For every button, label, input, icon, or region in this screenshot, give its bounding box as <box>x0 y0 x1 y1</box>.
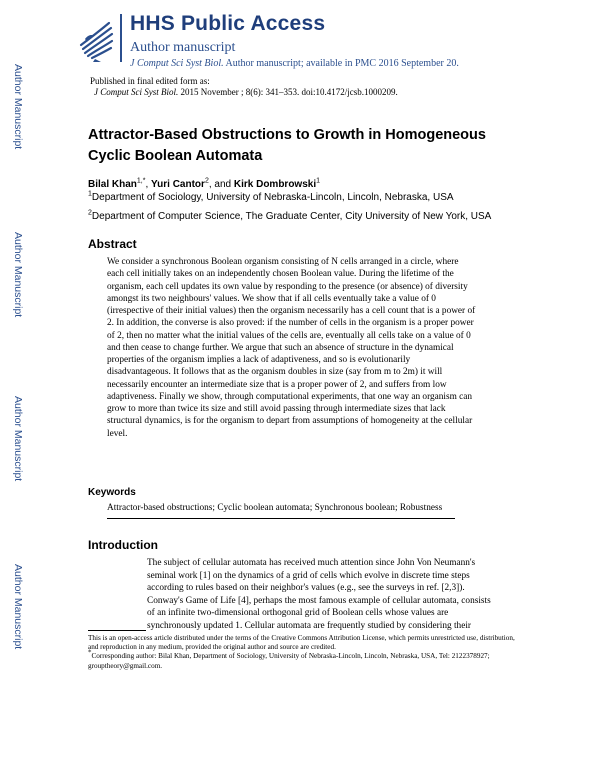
citation-journal: J Comput Sci Syst Biol. <box>94 87 179 97</box>
introduction-line: The subject of cellular automata has received much attention since John Von Neumann's <box>147 558 476 568</box>
sidebar-author-manuscript: Author Manuscript <box>12 232 24 318</box>
affiliation-sup: 2 <box>88 209 92 217</box>
introduction-heading: Introduction <box>88 538 158 552</box>
affiliation-text: Department of Sociology, University of Nebraska-Lincoln, Lincoln, Nebraska, USA <box>91 192 454 203</box>
author-affiliation-sup: 1 <box>316 177 321 185</box>
abstract-line: We consider a synchronous Boolean organism consisting of N cells arranged in a circle, where <box>107 257 459 267</box>
author-affiliation-sup: 1,* <box>136 177 146 185</box>
author-affiliation-sup: 2 <box>204 177 209 185</box>
introduction-body <box>147 557 527 632</box>
sidebar-author-manuscript: Author Manuscript <box>12 64 24 150</box>
sidebar-author-manuscript: Author Manuscript <box>12 396 24 482</box>
author-name: Kirk Dombrowski <box>233 179 317 190</box>
journal-abbrev: J Comput Sci Syst Biol. <box>130 58 224 69</box>
publication-citation <box>94 87 398 97</box>
abstract-body <box>107 256 527 440</box>
sidebar-author-manuscript: Author Manuscript <box>12 564 24 650</box>
author-name: Bilal Khan <box>88 179 137 190</box>
corresponding-author-footnote <box>88 649 520 670</box>
license-footnote: This is an open-access article distributed under the terms of the Creative Commons Attribution License, which permits unrestricted use, distribution, and reproduction in any medium, provided the original author and source are credited. <box>88 634 515 652</box>
published-form-label: Published in final edited form as: <box>90 76 210 86</box>
abstract-line: disadvantageous. It follows that as the organism doubles in size (say from m to 2m) it will <box>107 367 443 378</box>
affiliation-2 <box>88 211 491 222</box>
affiliation-sup: 1 <box>88 190 92 198</box>
abstract-line: amongst its two neighbours' values. We show that if all cells eventually take a value of 0 <box>107 293 436 304</box>
abstract-line: necessarily encounter an intermediate size that is a proper power of 2, and suffers from low <box>107 379 447 390</box>
author-name: Yuri Cantor <box>151 179 205 190</box>
hhs-eagle-logo-icon <box>75 15 117 63</box>
introduction-line: seminal work [1] on the dynamics of a grid of cells which evolve in discrete time steps <box>147 570 470 581</box>
introduction-line: of an infinite two-dimensional orthogonal grid of Boolean cells whose values are <box>147 608 449 618</box>
abstract-line: of 2, then no matter what the initial values of the cells are, eventually all cells take on a value of 0 <box>107 330 471 341</box>
abstract-line: level. <box>107 428 128 439</box>
hhs-title: HHS Public Access <box>130 12 326 35</box>
footnotes <box>88 634 520 671</box>
author-manuscript-label: Author manuscript <box>130 40 236 55</box>
abstract-line: grow to more than twice its size and still avoid passing through intermediate sizes that lack <box>107 404 446 414</box>
keywords-divider <box>107 518 455 519</box>
introduction-line: Conway's Game of Life [4], perhaps the most famous example of cellular automata, consists <box>147 595 491 606</box>
introduction-line: according to rules based on their neighbor's values (e.g., see the surveys in ref. [2,3]). <box>147 583 465 593</box>
introduction-line: synchronously updated 1. Cellular automata are frequently studied by considering their <box>147 620 472 631</box>
manuscript-availability <box>130 58 459 69</box>
abstract-line: (irrespective of their initial values) then the organism necessarily has a cell count that is a power of <box>107 306 476 316</box>
article-title: Attractor-Based Obstructions to Growth in Homogeneous Cyclic Boolean Automata <box>88 127 486 164</box>
abstract-line: adaptiveness. Finally we show, through computational experiments, that one way an organism can <box>107 391 473 402</box>
author-list <box>88 179 320 190</box>
abstract-line: 2. In addition, the converse is also proved: if the number of cells in the organism is a proper power <box>107 318 474 329</box>
abstract-heading: Abstract <box>88 237 137 251</box>
abstract-line: organism, each cell updates its own value by responding to the presence (or absence) of diversity <box>107 281 468 292</box>
author-separator: , and <box>208 179 234 190</box>
keywords-heading: Keywords <box>88 487 136 498</box>
abstract-line: each cell initially takes on an independently chosen Boolean value. During the lifetime of the <box>107 269 454 280</box>
author-separator: , <box>145 179 152 190</box>
header-divider <box>120 14 122 62</box>
affiliation-text: Department of Computer Science, The Graduate Center, City University of New York, USA <box>91 211 492 222</box>
abstract-line: structural dynamics, is for the organism to depart from assumptions of homogeneity at the cellular <box>107 416 473 427</box>
footnote-divider <box>88 630 146 631</box>
abstract-line: properties of the organism implies a lack of adaptiveness, and so is evolutionarily <box>107 355 411 365</box>
citation-details: 2015 November ; 8(6): 341–353. doi:10.4172/jcsb.1000209. <box>178 87 398 97</box>
affiliation-1 <box>88 192 454 203</box>
availability-note: Author manuscript; available in PMC 2016 September 20. <box>223 58 459 69</box>
corresponding-author-text: Corresponding author: Bilal Khan, Department of Sociology, University of Nebraska-Lincoln, Lincoln, Nebraska, USA, Tel: 2122378927; grouptheory@gmail.com. <box>88 652 490 670</box>
keywords-text: Attractor-based obstructions; Cyclic boolean automata; Synchronous boolean; Robustness <box>107 503 443 513</box>
abstract-line: and then cease to change further. We argue that such an absence of structure in the dynamical <box>107 342 454 353</box>
footnote-sup: * <box>88 649 92 658</box>
